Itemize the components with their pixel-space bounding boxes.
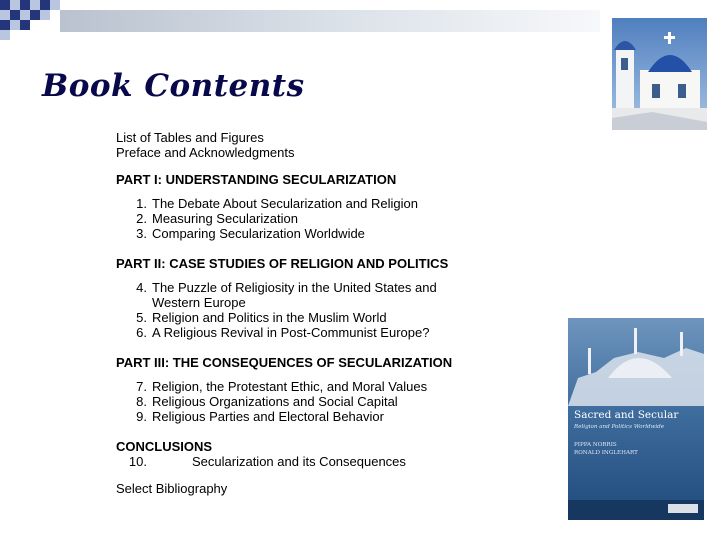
chapter-entry: [116, 280, 496, 295]
book-cover-title: Sacred and Secular: [574, 409, 679, 421]
chapter-title: The Puzzle of Religiosity in the United States and: [152, 280, 437, 295]
table-of-contents: [116, 130, 496, 496]
chapter-entry: [116, 325, 496, 340]
book-cover-author: RONALD INGLEHART: [574, 449, 638, 456]
chapter-title-continued: Western Europe: [152, 295, 246, 310]
chapter-number: 5.: [136, 310, 147, 325]
chapter-number: 6.: [136, 325, 147, 340]
chapter-title: Measuring Secularization: [152, 211, 298, 226]
book-cover: [568, 318, 704, 520]
chapter-title: Religious Parties and Electoral Behavior: [152, 409, 384, 424]
chapter-entry: [116, 454, 496, 469]
chapter-number: 2.: [136, 211, 147, 226]
slide-title: Book Contents: [42, 68, 305, 104]
chapter-number: 8.: [136, 394, 147, 409]
chapter-number: 3.: [136, 226, 147, 241]
chapter-entry: [116, 310, 496, 325]
book-cover-authors: [574, 442, 698, 457]
chapter-entry: [116, 211, 496, 226]
chapter-title: The Debate About Secularization and Religion: [152, 196, 418, 211]
chapter-number: 1.: [136, 196, 147, 211]
chapter-number: 10.: [128, 454, 147, 469]
book-cover-author: PIPPA NORRIS: [574, 442, 617, 448]
chapter-title: A Religious Revival in Post-Communist Europe?: [152, 325, 430, 340]
chapter-title: Comparing Secularization Worldwide: [152, 226, 365, 241]
chapter-number: 9.: [136, 409, 147, 424]
chapter-entry: [116, 394, 496, 409]
toc-front-item: List of Tables and Figures: [116, 130, 264, 145]
chapter-number: 7.: [136, 379, 147, 394]
chapter-title: Religion and Politics in the Muslim World: [152, 310, 387, 325]
chapter-entry: [116, 379, 496, 394]
part-heading: CONCLUSIONS: [116, 439, 213, 454]
toc-front-item: Preface and Acknowledgments: [116, 145, 295, 160]
part-heading: PART III: THE CONSEQUENCES OF SECULARIZATION: [116, 355, 453, 370]
chapter-title: Secularization and its Consequences: [192, 454, 406, 469]
chapter-entry: [116, 226, 496, 241]
header-gradient-bar: [60, 10, 600, 32]
chapter-entry: [116, 196, 496, 211]
chapter-title: Religious Organizations and Social Capital: [152, 394, 398, 409]
checker-pattern: [0, 0, 60, 44]
book-cover-subtitle: Religion and Politics Worldwide: [574, 424, 665, 430]
part-heading: PART I: UNDERSTANDING SECULARIZATION: [116, 172, 397, 187]
church-photo: [612, 18, 707, 130]
chapter-entry: [116, 409, 496, 424]
toc-back-item: Select Bibliography: [116, 481, 228, 496]
part-heading: PART II: CASE STUDIES OF RELIGION AND POLITICS: [116, 256, 449, 271]
chapter-number: 4.: [136, 280, 147, 295]
chapter-title: Religion, the Protestant Ethic, and Moral Values: [152, 379, 428, 394]
